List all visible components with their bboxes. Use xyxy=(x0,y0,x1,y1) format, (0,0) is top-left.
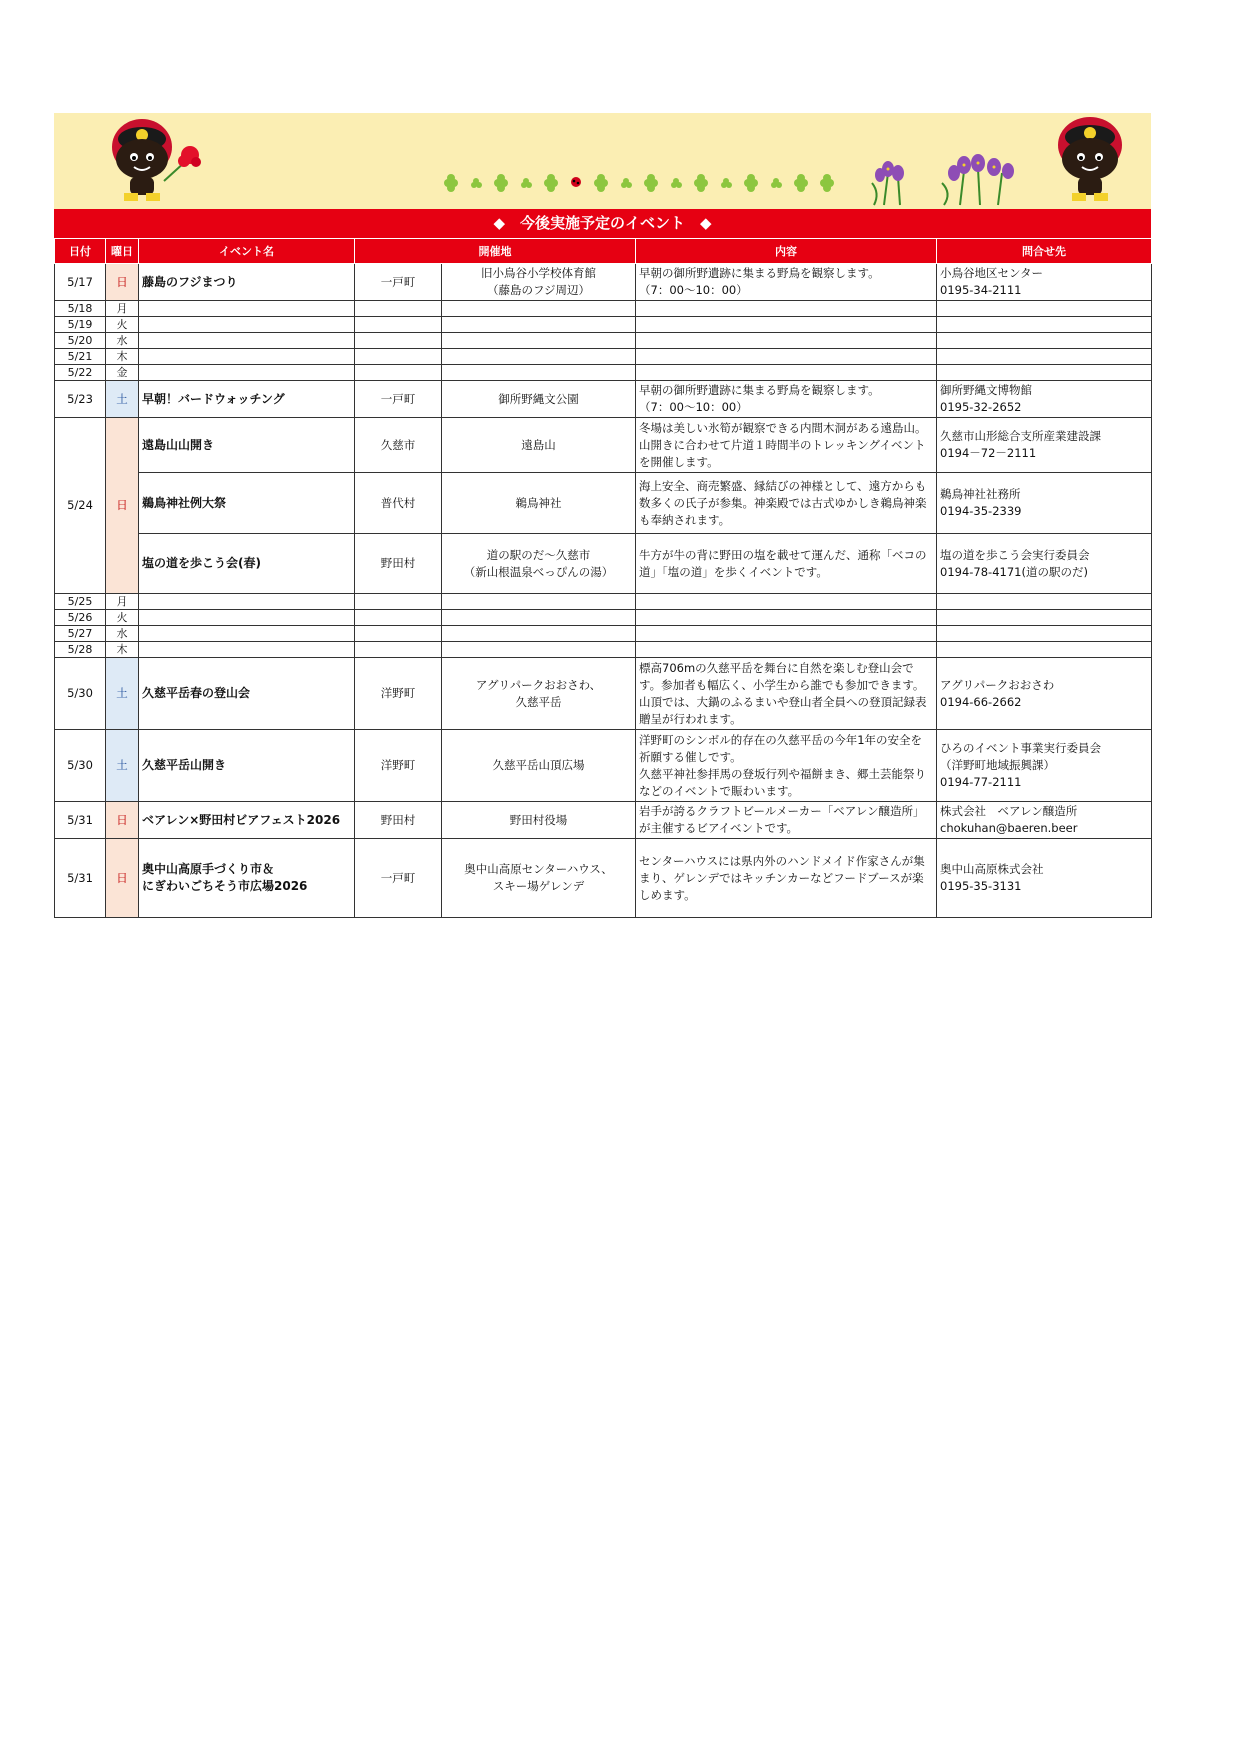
header-venue: 開催地 xyxy=(355,239,636,264)
row-dow: 火 xyxy=(106,317,139,333)
row-dow: 火 xyxy=(106,610,139,626)
decorative-banner xyxy=(54,113,1151,209)
row-venue: 久慈平岳山頂広場 xyxy=(442,730,636,802)
row-venue: 道の駅のだ～久慈市 （新山根温泉べっぴんの湯） xyxy=(442,534,636,594)
row-event-name: 久慈平岳山開き xyxy=(139,730,355,802)
mascot-left-icon xyxy=(106,115,216,209)
table-row xyxy=(55,418,1152,473)
row-venue: 御所野縄文公園 xyxy=(442,381,636,418)
row-event-name: 遠島山山開き xyxy=(139,418,355,473)
row-content: 海上安全、商売繁盛、縁結びの神様として、遠方からも数多くの氏子が参集。神楽殿では古式ゆかしき鵜鳥神楽も奉納されます。 xyxy=(636,473,937,534)
table-row xyxy=(55,802,1152,839)
row-dow: 日 xyxy=(106,264,139,301)
table-row xyxy=(55,642,1152,658)
row-contact: 奥中山高原株式会社 0195-35-3131 xyxy=(937,839,1152,918)
row-municipality: 野田村 xyxy=(355,534,442,594)
iris-flowers-icon xyxy=(864,143,1034,207)
row-content: センターハウスには県内外のハンドメイド作家さんが集まり、ゲレンデではキッチンカーなどフードブースが楽しめます。 xyxy=(636,839,937,918)
row-venue: アグリパークおおさわ、 久慈平岳 xyxy=(442,658,636,730)
row-content: 岩手が誇るクラフトビールメーカー「ベアレン醸造所」が主催するビアイベントです。 xyxy=(636,802,937,839)
row-venue: 旧小鳥谷小学校体育館 （藤島のフジ周辺） xyxy=(442,264,636,301)
row-event-name: ベアレン×野田村ビアフェスト2026 xyxy=(139,802,355,839)
table-row xyxy=(55,594,1152,610)
header-content: 内容 xyxy=(636,239,937,264)
page-title: ◆ 今後実施予定のイベント ◆ xyxy=(54,209,1151,239)
row-date: 5/27 xyxy=(55,626,106,642)
row-date: 5/20 xyxy=(55,333,106,349)
row-event-name: 早朝！バードウォッチング xyxy=(139,381,355,418)
event-table xyxy=(54,239,1152,918)
row-municipality: 久慈市 xyxy=(355,418,442,473)
row-date: 5/31 xyxy=(55,802,106,839)
row-date: 5/24 xyxy=(55,418,106,594)
table-header-row xyxy=(55,239,1152,264)
row-dow: 月 xyxy=(106,594,139,610)
row-event-name: 藤島のフジまつり xyxy=(139,264,355,301)
row-municipality: 一戸町 xyxy=(355,264,442,301)
row-contact: 久慈市山形総合支所産業建設課 0194－72－2111 xyxy=(937,418,1152,473)
table-row xyxy=(55,473,1152,534)
row-dow: 水 xyxy=(106,626,139,642)
header-dow: 曜日 xyxy=(106,239,139,264)
table-row xyxy=(55,349,1152,365)
row-content: 冬場は美しい氷筍が観察できる内間木洞がある遠島山。山開きに合わせて片道１時間半のトレッキングイベントを開催します。 xyxy=(636,418,937,473)
row-dow: 日 xyxy=(106,418,139,594)
row-date: 5/31 xyxy=(55,839,106,918)
table-row xyxy=(55,534,1152,594)
row-contact: 塩の道を歩こう会実行委員会 0194-78-4171(道の駅のだ) xyxy=(937,534,1152,594)
row-dow: 土 xyxy=(106,658,139,730)
table-row xyxy=(55,730,1152,802)
row-date: 5/30 xyxy=(55,730,106,802)
row-venue: 野田村役場 xyxy=(442,802,636,839)
row-municipality: 洋野町 xyxy=(355,658,442,730)
row-dow: 木 xyxy=(106,349,139,365)
row-dow: 土 xyxy=(106,730,139,802)
table-row xyxy=(55,839,1152,918)
row-event-name: 奥中山高原手づくり市＆ にぎわいごちそう市広場2026 xyxy=(139,839,355,918)
row-date: 5/17 xyxy=(55,264,106,301)
row-dow: 日 xyxy=(106,802,139,839)
table-row xyxy=(55,610,1152,626)
table-row xyxy=(55,333,1152,349)
table-row xyxy=(55,317,1152,333)
row-contact: 御所野縄文博物館 0195-32-2652 xyxy=(937,381,1152,418)
table-row xyxy=(55,264,1152,301)
row-content: 標高706mの久慈平岳を舞台に自然を楽しむ登山会です。参加者も幅広く、小学生から誰でも参加できます。山頂では、大鍋のふるまいや登山者全員への登頂記録表贈呈が行われます。 xyxy=(636,658,937,730)
row-dow: 月 xyxy=(106,301,139,317)
row-municipality: 野田村 xyxy=(355,802,442,839)
table-row xyxy=(55,365,1152,381)
row-contact: ひろのイベント事業実行委員会 （洋野町地域振興課） 0194-77-2111 xyxy=(937,730,1152,802)
row-date: 5/30 xyxy=(55,658,106,730)
header-event: イベント名 xyxy=(139,239,355,264)
row-venue: 奥中山高原センターハウス、 スキー場ゲレンデ xyxy=(442,839,636,918)
row-date: 5/26 xyxy=(55,610,106,626)
row-date: 5/21 xyxy=(55,349,106,365)
row-event-name: 久慈平岳春の登山会 xyxy=(139,658,355,730)
clover-row-icon xyxy=(438,171,838,201)
row-dow: 金 xyxy=(106,365,139,381)
row-content: 洋野町のシンボル的存在の久慈平岳の今年1年の安全を祈願する催しです。 久慈平神社参拝馬の登坂行列や福餅まき、郷土芸能祭りなどのイベントで賑わいます。 xyxy=(636,730,937,802)
row-municipality: 一戸町 xyxy=(355,839,442,918)
mascot-right-icon xyxy=(1044,115,1144,209)
row-venue: 遠島山 xyxy=(442,418,636,473)
row-content: 牛方が牛の背に野田の塩を載せて運んだ、通称「ベコの道」「塩の道」を歩くイベントです。 xyxy=(636,534,937,594)
row-event-name: 鵜鳥神社例大祭 xyxy=(139,473,355,534)
row-date: 5/25 xyxy=(55,594,106,610)
row-contact: 鵜鳥神社社務所 0194-35-2339 xyxy=(937,473,1152,534)
row-dow: 土 xyxy=(106,381,139,418)
table-row xyxy=(55,626,1152,642)
row-event-name: 塩の道を歩こう会(春) xyxy=(139,534,355,594)
event-sheet xyxy=(54,113,1151,918)
row-contact: アグリパークおおさわ 0194-66-2662 xyxy=(937,658,1152,730)
header-contact: 問合せ先 xyxy=(937,239,1152,264)
row-content: 早朝の御所野遺跡に集まる野鳥を観察します。 （7：00～10：00） xyxy=(636,264,937,301)
row-municipality: 洋野町 xyxy=(355,730,442,802)
table-row xyxy=(55,381,1152,418)
row-municipality: 一戸町 xyxy=(355,381,442,418)
row-content: 早朝の御所野遺跡に集まる野鳥を観察します。 （7：00～10：00） xyxy=(636,381,937,418)
row-dow: 日 xyxy=(106,839,139,918)
row-contact: 株式会社 ベアレン醸造所 chokuhan@baeren.beer xyxy=(937,802,1152,839)
header-date: 日付 xyxy=(55,239,106,264)
row-date: 5/19 xyxy=(55,317,106,333)
row-date: 5/18 xyxy=(55,301,106,317)
table-row xyxy=(55,301,1152,317)
row-venue: 鵜鳥神社 xyxy=(442,473,636,534)
table-row xyxy=(55,658,1152,730)
row-date: 5/22 xyxy=(55,365,106,381)
row-date: 5/23 xyxy=(55,381,106,418)
row-dow: 木 xyxy=(106,642,139,658)
row-dow: 水 xyxy=(106,333,139,349)
row-contact: 小鳥谷地区センター 0195-34-2111 xyxy=(937,264,1152,301)
row-municipality: 普代村 xyxy=(355,473,442,534)
row-date: 5/28 xyxy=(55,642,106,658)
